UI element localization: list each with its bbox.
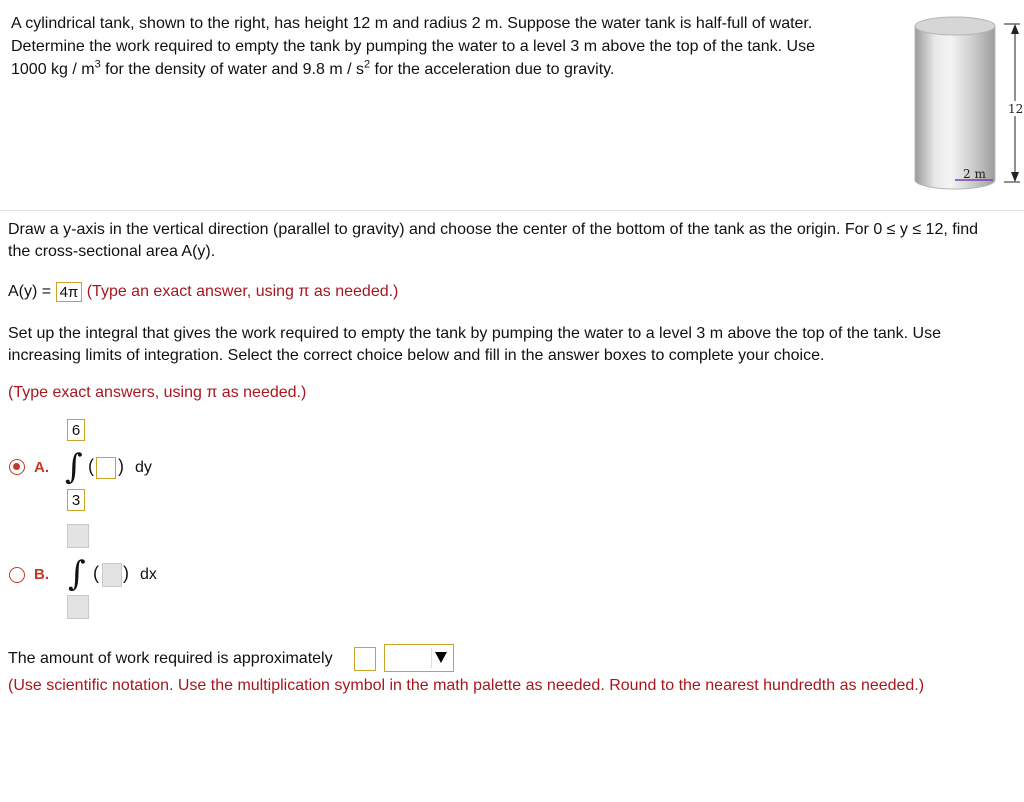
part1-question bbox=[8, 219, 1024, 263]
option-a-radio[interactable] bbox=[9, 459, 25, 475]
option-b-integrand-box bbox=[102, 563, 122, 587]
cylinder-diagram bbox=[905, 12, 1024, 192]
tank-figure bbox=[905, 12, 1024, 192]
option-b-integral-sign: ∫ bbox=[68, 554, 86, 594]
part1-question-line-1: Draw a y-axis in the vertical direction (parallel to gravity) and choose the center of the bottom of the tank as the origin. For 0 ≤ y ≤ 12, find bbox=[8, 221, 979, 238]
area-answer-box[interactable]: 4π bbox=[56, 282, 83, 302]
density-exponent: 3 bbox=[94, 58, 101, 71]
radius-label: 2 m bbox=[963, 167, 986, 181]
option-a-close-paren: ) bbox=[118, 456, 124, 476]
gravity-text: for the density of water and 9.8 m / s bbox=[100, 61, 364, 78]
work-answer-box[interactable] bbox=[354, 647, 376, 671]
option-b-upper-limit bbox=[67, 524, 89, 548]
option-a-open-paren: ( bbox=[88, 456, 94, 476]
problem-statement bbox=[11, 12, 891, 81]
option-a-lower-limit[interactable]: 3 bbox=[67, 489, 85, 511]
section-divider bbox=[0, 210, 1024, 211]
option-a-variable: dy bbox=[135, 459, 152, 476]
part1-question-line-2: the cross-sectional area A(y). bbox=[8, 243, 216, 260]
part2-question-line-1: Set up the integral that gives the work required to empty the tank by pumping the water to a level 3 m above the top of the tank. Use bbox=[8, 325, 941, 342]
problem-line-3 bbox=[11, 58, 891, 81]
problem-line-1: A cylindrical tank, shown to the right, has height 12 m and radius 2 m. Suppose the water tank is half-full of water. bbox=[11, 15, 813, 32]
option-b-radio[interactable] bbox=[9, 567, 25, 583]
option-b-variable: dx bbox=[140, 566, 157, 583]
problem-line-2: Determine the work required to empty the tank by pumping the water to a level 3 m above the top of the tank. Use bbox=[11, 38, 815, 55]
height-label: 12 bbox=[1008, 102, 1024, 116]
part3-hint: (Use scientific notation. Use the multiplication symbol in the math palette as needed. Round to the nearest hundredth as needed.) bbox=[8, 677, 925, 694]
option-b-open-paren: ( bbox=[93, 563, 99, 583]
area-label: A(y) = bbox=[8, 283, 56, 300]
work-answer-row bbox=[8, 648, 333, 670]
work-question: The amount of work required is approximately bbox=[8, 650, 333, 667]
option-a-integral-sign: ∫ bbox=[65, 447, 83, 487]
option-a-upper-limit[interactable]: 6 bbox=[67, 419, 85, 441]
option-a-selected-dot bbox=[13, 463, 20, 470]
part1-hint: (Type an exact answer, using π as needed.) bbox=[86, 283, 399, 300]
dropdown-arrow-icon[interactable] bbox=[435, 652, 447, 663]
part1-answer-row bbox=[8, 281, 398, 303]
option-a-label[interactable]: A. bbox=[34, 459, 49, 476]
density-text: 1000 kg / m bbox=[11, 61, 95, 78]
part2-question bbox=[8, 323, 1024, 367]
part2-hint: (Type exact answers, using π as needed.) bbox=[8, 384, 307, 401]
gravity-exponent: 2 bbox=[363, 58, 371, 71]
option-b-label[interactable]: B. bbox=[34, 566, 49, 583]
option-b-lower-limit bbox=[67, 595, 89, 619]
work-unit-select[interactable] bbox=[384, 644, 454, 672]
part2-question-line-2: increasing limits of integration. Select the correct choice below and fill in the answer boxes to complete your choice. bbox=[8, 347, 825, 364]
option-b-close-paren: ) bbox=[123, 563, 129, 583]
select-separator bbox=[431, 648, 432, 668]
problem-line-3-end: for the acceleration due to gravity. bbox=[370, 61, 615, 78]
option-a-integrand-box[interactable] bbox=[96, 457, 116, 479]
